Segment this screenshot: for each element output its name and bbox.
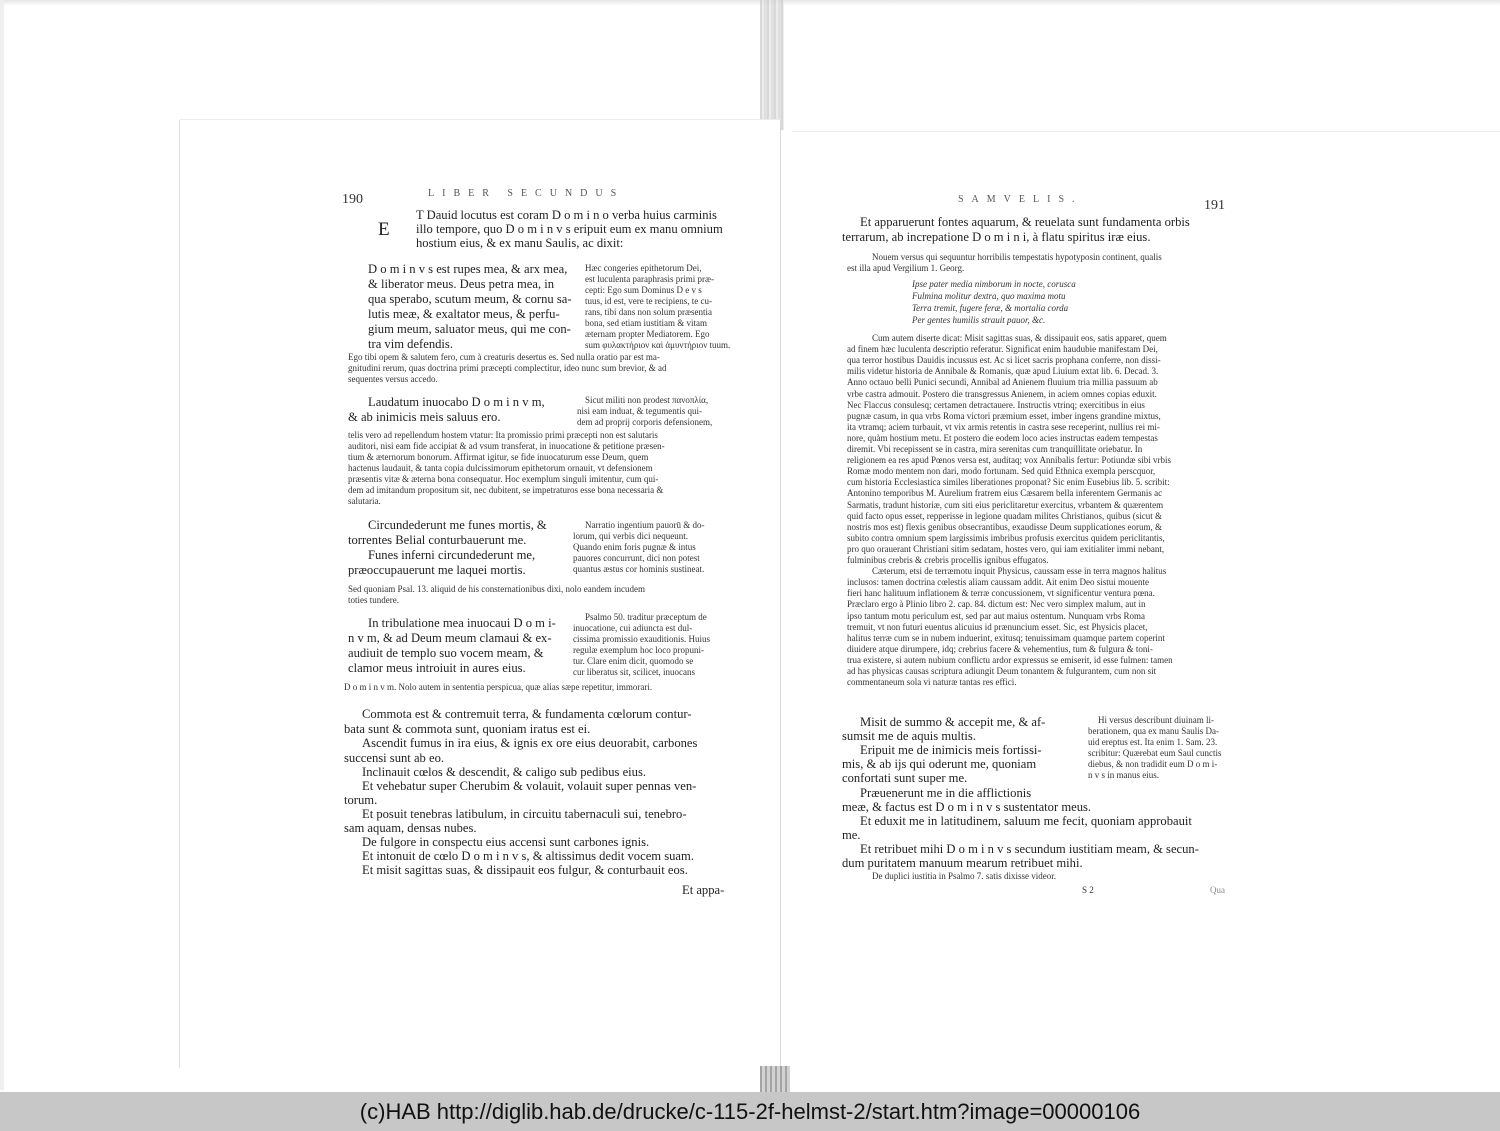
commentary-line: commentaneum sola vi naturæ tantas res effici. (847, 677, 1017, 688)
scan-left-edge (0, 0, 4, 1090)
commentary-line: ipso tantum motu periculum est, sed par aut maius ostentum. Nunquam vrbs Roma (847, 610, 1145, 621)
commentary-line: trua existere, si autem nubium conflictu ardor expressus se emiserit, id esse fulmen: tamen (847, 654, 1173, 665)
commentary-line: ita vtramq; aciem turbauit, vt vix armis retentis in castra sese receperint, nullius rei mi- (847, 421, 1160, 432)
left-catchword: Et appa- (682, 883, 725, 897)
commentary-line: nostris mos est) flexis genibus obsecrantibus, exaudisse Deum supplicationes eorum, & (847, 521, 1162, 532)
commentary-line: diremit. Vbi recepissent se in castra, mira serenitas cum tranquillitate oriebatur. In (847, 444, 1143, 454)
right-catchword: Qua (1210, 885, 1225, 895)
commentary-line: Anno octauo belli Punici secundi, Annibal ad Anienem fluuium tria millia passuum ab (847, 377, 1158, 388)
commentary-line: Nec Flaccus consulesq; certamen detractauere. Instructis vtrinq; exercitibus in eius (847, 399, 1145, 410)
commentary-line: inclusos: tamen doctrina cœlestis aliam caussam addit. Ait enim Deo sistui mouente (847, 577, 1149, 588)
commentary-line: quid facto opus esset, repperisse in legione quadam milites Christianos, quibus (sicut & (847, 510, 1162, 521)
commentary-line: ad finem hæc luculenta descriptio referatur. Significat enim haudubie manifestam Dei, (847, 344, 1158, 355)
binding-gutter (760, 0, 784, 130)
commentary-line: fieri hanc halituum inflationem & terræ concussionem, vt significentur ventura pœna. (847, 588, 1155, 599)
commentary-line: qua terror hostibus Dauidis incussus est. Ac si licet sacris prophana conferre, non dissi- (847, 355, 1161, 366)
commentary-line: fulminibus crebris & crebris procellis ignibus effugatos. (847, 555, 1049, 565)
commentary-line: diuidere atque dirumpere, idq; crebrius facere & vehementius, tum & fulgura & toni- (847, 643, 1153, 654)
footer-text: (c)HAB http://diglib.hab.de/drucke/c-115-2f-helmst-2/start.htm?image=00000106 (359, 1098, 1141, 1124)
left-page: 190 LIBER SECUNDUS E T Dauid locutus est coram D o m i n o verba huius carminis illo tempore, quo D o m i n v s eripuit eum ex manu omnium hostium eius, & ex manu Saulis, ac dixit: D o m i n v s est rupes mea, & arx mea, & liberator meus. Deus petra mea, in qua sperabo, scutum meum, & cornu sa- lutis meæ, & exaltator meus, & perfu- gium meum, saluator meus, qui me con- tra vim defendis. Hæc congeries epithetorum Dei, est luculenta paraphrasis primi præ- cepti: Ego sum Dominus D e v s tuus, id est, vere te recipiens, te cu- rans, tibi dans non solum præsentia bona, sed etiam iustitiam & vitam æternam propter Mediatorem. Ego sum φυλακτήριον καὶ ἀμυντήριον tuum. Ego tibi opem & salutem fero, cum à creaturis desertus es. Sed nulla oratio par est ma- gnitudini rerum, quas doctrina primi præcepti complectitur, ideo nunc sum brevior, & ad sequentes versus accedo. Laudatum inuocabo D o m i n v m, & ab inimicis meis saluus ero. Sicut militi non prodest πανοπλία, nisi eam induat, & tegumentis qui- dem ad proprij corporis defensionem, telis vero ad repellendum hostem vtatur: Ita promissio primi præcepti non est salutaris auditori, nisi eam fide accipiat & ad vsum transferat, in inuocatione & petitione præsen- tium & æternorum bonorum. Affirmat igitur, se fide inuocaturum esse Deum, quem hactenus laudauit, & tanta copia dulcissimorum epithetorum ornauit, vt defensionem præsentis vitæ & æterna bona consequatur. Hoc exemplum singuli imitentur, cum qui- dem ad imitandum propositum sit, nec dubitent, se impetraturos esse bona necessaria & salutaria. Circundederunt me funes mortis, & torrentes Belial conturbauerunt me. Funes inferni circundederunt me, præoccupauerunt me laquei mortis. Narratio ingentium pauorū & do- lorum, qui verbis dici nequeunt. Quando enim foris pugnæ & intus pauores concurrunt, dici non potest quantus æstus cor hominis sustineat. Sed quoniam Psal. 13. aliquid de his consternationibus dixi, nolo eandem incudem toties tundere. In tribulatione mea inuocaui D o m i- n v m, & ad Deum meum clamaui & ex- audiuit de templo suo vocem meam, & clamor meus introiuit in aures eius. Psalmo 50. traditur præceptum de inuocatione, cui adiuncta est dul- cissima promissio exauditionis. Huius regulæ exemplum hoc loco propuni- tur. Clare enim dicit, quomodo se cur liberatus sit, scilicet, inuocans D o m i n v m. Nolo autem in sententia perspicua, quæ alias sæpe repetitur, immorari. Commota est & contremuit terra, & fundamenta cœlorum contur- bata sunt & commota sunt, quoniam iratus est ei. Ascendit fumus in ira eius, & ignis ex ore eius deuorabit, carbones succensi sunt ab eo. Inclinauit cœlos & descendit, & caligo sub pedibus eius. Et vehebatur super Cherubim & volauit, volauit super pennas ven- torum. Et posuit tenebras latibulum, in circuitu tabernaculi sui, tenebro- sam aquam, densas nubes. De fulgore in conspectu eius accensi sunt carbones ignis. Et intonuit de cœlo D o m i n v s, & altissimus dedit vocem suam. Et misit sagittas suas, & dissipauit eos fulgur, & conturbauit eos. Et appa- (180, 120, 780, 1068)
commentary-line: vrbe castra admouit. Postero die transgressus Anienem, in aciem omnes copias eduxit. (847, 388, 1157, 399)
commentary-line: Sarmatis, tradunt historiæ, cum siti eius periclitaretur exercitus, vrbantem & quærentem (847, 499, 1164, 510)
decorated-initial: E (378, 219, 390, 240)
commentary-line: halitus terræ cum se in nubem induerint, exitusq; tenuissimam quamque partem coperint (847, 632, 1165, 643)
commentary-line: ad has physicas causas scriptura adiungit Deum tonantem & fulgurantem, cum non sit (847, 666, 1157, 676)
right-page-number: 191 (1204, 198, 1225, 213)
final-note: De duplici iustitia in Psalmo 7. satis dixisse videor. (872, 871, 1056, 881)
commentary-line: nore, quàm hostium metu. Et postero die eodem loco acies instructas eadem tempestas (847, 432, 1158, 443)
commentary-line: cum historia Ecclesiastica similes liberationes proponat? Sic enim Eusebius lib. 5. scribit: (847, 477, 1170, 488)
commentary-line: Præclaro ergo à Plinio libro 2. cap. 84. dictum est: Nec vero simplex malum, aut in (847, 599, 1146, 610)
signature-mark: S 2 (1082, 885, 1094, 895)
page-fold-line (780, 120, 781, 1070)
commentary-line: milis videtur historia de Annibale & Romanis, quæ apud Liuium extat lib. 6. Decad. 3. (847, 366, 1159, 377)
right-page: SAMVELIS. 191 Et apparuerunt fontes aquarum, & reuelata sunt fundamenta orbis terrarum, ab increpatione D o m i n i, à flatu spiritus iræ eius. Nouem versus qui sequuntur horribilis tempestatis hypotyposin continent, qualis est illa apud Vergilium 1. Georg. Ipse pater media nimborum in nocte, corusca Fulmina molitur dextra, quo maxima motu Terra tremit, fugere feræ, & mortalia corda Per gentes humilis strauit pauor, &c. Cum autem diserte dicat: Misit sagittas suas, & dissipauit eos, satis apparet, quem ad finem hæc luculenta descriptio referatur. Significat enim haudubie manifestam Dei, qua terror hostibus Dauidis incussus est. Ac si licet sacris prophana conferre, non dissi- milis videtur historia de Annibale & Romanis, quæ apud Liuium extat lib. 6. Decad. 3. Anno octauo belli Punici secundi, Annibal ad Anienem fluuium tria millia passuum ab vrbe castra admouit. Postero die transgressus Anienem, in aciem omnes copias eduxit. Nec Flaccus consulesq; certamen detractauere. Instructis vtrinq; exercitibus in eius pugnæ casum, in qua vrbs Roma victori præmium esset, imber ingens grandine mixtus, ita vtramq; aciem turbauit, vt vix armis retentis in castra sese receperint, nullius rei mi- nore, quàm hostium metu. Et postero die eodem loco acies instructas eadem tempestas diremit. Vbi recepissent se in castra, mira serenitas cum tranquillitate oriebatur. In religionem ea res apud Pœnos versa est, auditaq; vox Annibalis fertur: Potiundæ sibi vrbis Romæ modo mentem non dari, modo fortunam. Sed quid Ethnica exempla perscquor, cum historia Ecclesiastica similes liberationes proponat? Sic enim Eusebius lib. 5. scribit: Antonino temporibus M. Aurelium fratrem eius Cæsarem bella inferentem Germanis ac Sarmatis, tradunt historiæ, cum siti eius periclitaretur exercitus, vrbantem & quærentem quid facto opus esset, repperisse in legione quadam milites Christianos, quibus (sicut & nostris mos est) flexis genibus obsecrantibus, exaudisse Deum supplicationes eorum, & subito contra omnium spem largissimis imbribus profusis exercitus quidem periclitantis, pro quo orauerant Christiani sitim sedatam, hostes vero, qui iam exitialiter immi nebant, fulminibus crebris & crebris procellis ignibus effugatos. Cæterum, etsi de terræmotu inquit Physicus, caussam esse in terra magnos halitus inclusos: tamen doctrina cœlestis aliam caussam addit. Ait enim Deo sistui mouente fieri hanc halituum inflationem & terræ concussionem, vt significentur ventura pœna. Præclaro ergo à Plinio libro 2. cap. 84. dictum est: Nec vero simplex malum, aut in ipso tantum motu periculum est, sed par aut maius ostentum. Nunquam vrbs Roma tremuit, vt non futuri euentus alicuius id prænuncium esset. Sic, est Physicis placet, halitus terræ cum se in nubem induerint, exitusq; tenuissimam quamque partem coperint diuidere atque dirumpere, idq; crebrius facere & vehementius, tum & fulgura & toni- trua existere, si autem nubium conflictu ardor expressus se emiserit, id esse fulmen: tamen ad has physicas causas scriptura adiungit Deum tonantem & fulgurantem, cum non sit commentaneum sola vi naturæ tantas res effici. Misit de summo & accepit me, & af- sumsit me de aquis multis. Eripuit me de inimicis meis fortissi- mis, & ab ijs qui oderunt me, quoniam confortati sunt super me. Hi versus describunt diuinam li- berationem, qua ex manu Saulis Da- uid ereptus est. Ita enim 1. Sam. 23. scribitur: Quærebat eum Saul cunctis diebus, & non tradidit eum D o m i- n v s in manus eius. Præuenerunt me in die afflictionis meæ, & factus est D o m i n v s sustentator meus. Et eduxit me in latitudinem, saluum me fecit, quoniam approbauit me. Et retribuet mihi D o m i n v s secundum iustitiam meam, & secun- dum puritatem manuum mearum retribuet mihi. De duplici iustitia in Psalmo 7. satis dixisse videor. S 2 Qua (792, 132, 1500, 1090)
right-running-head: SAMVELIS. (958, 194, 1083, 205)
copyright-footer (0, 1092, 1500, 1131)
left-running-head: LIBER SECUNDUS (428, 188, 625, 199)
commentary-line: Cæterum, etsi de terræmotu inquit Physicus, caussam esse in terra magnos halitus (872, 566, 1167, 577)
commentary-cont-4: D o m i n v m. Nolo autem in sententia perspicua, quæ alias sæpe repetitur, immorari. (344, 682, 653, 692)
left-page-number: 190 (342, 192, 363, 207)
scan-top-edge (0, 0, 1500, 6)
commentary-line: pugnæ casum, in qua vrbs Roma victori præmium esset, imber ingens grandine mixtus, (847, 410, 1161, 421)
commentary-line: tremuit, vt non futuri euentus alicuius id prænuncium esset. Sic, est Physicis placet, (847, 621, 1148, 632)
commentary-line: subito contra omnium spem largissimis imbribus profusis exercitus quidem periclitantis, (847, 532, 1165, 543)
commentary-line: Cum autem diserte dicat: Misit sagittas suas, & dissipauit eos, satis apparet, quem (872, 333, 1167, 343)
commentary-line: religionem ea res apud Pœnos versa est, auditaq; vox Annibalis fertur: Potiundæ sibi vrbis (847, 455, 1171, 466)
binding-gutter-bottom (760, 1066, 790, 1092)
commentary-line: Romæ modo mentem non dari, modo fortunam. Sed quid Ethnica exempla perscquor, (847, 466, 1156, 477)
commentary-line: Antonino temporibus M. Aurelium fratrem eius Cæsarem bella inferentem Germanis ac (847, 488, 1163, 499)
commentary-line: pro quo orauerant Christiani sitim sedatam, hostes vero, qui iam exitialiter immi nebant, (847, 543, 1165, 554)
